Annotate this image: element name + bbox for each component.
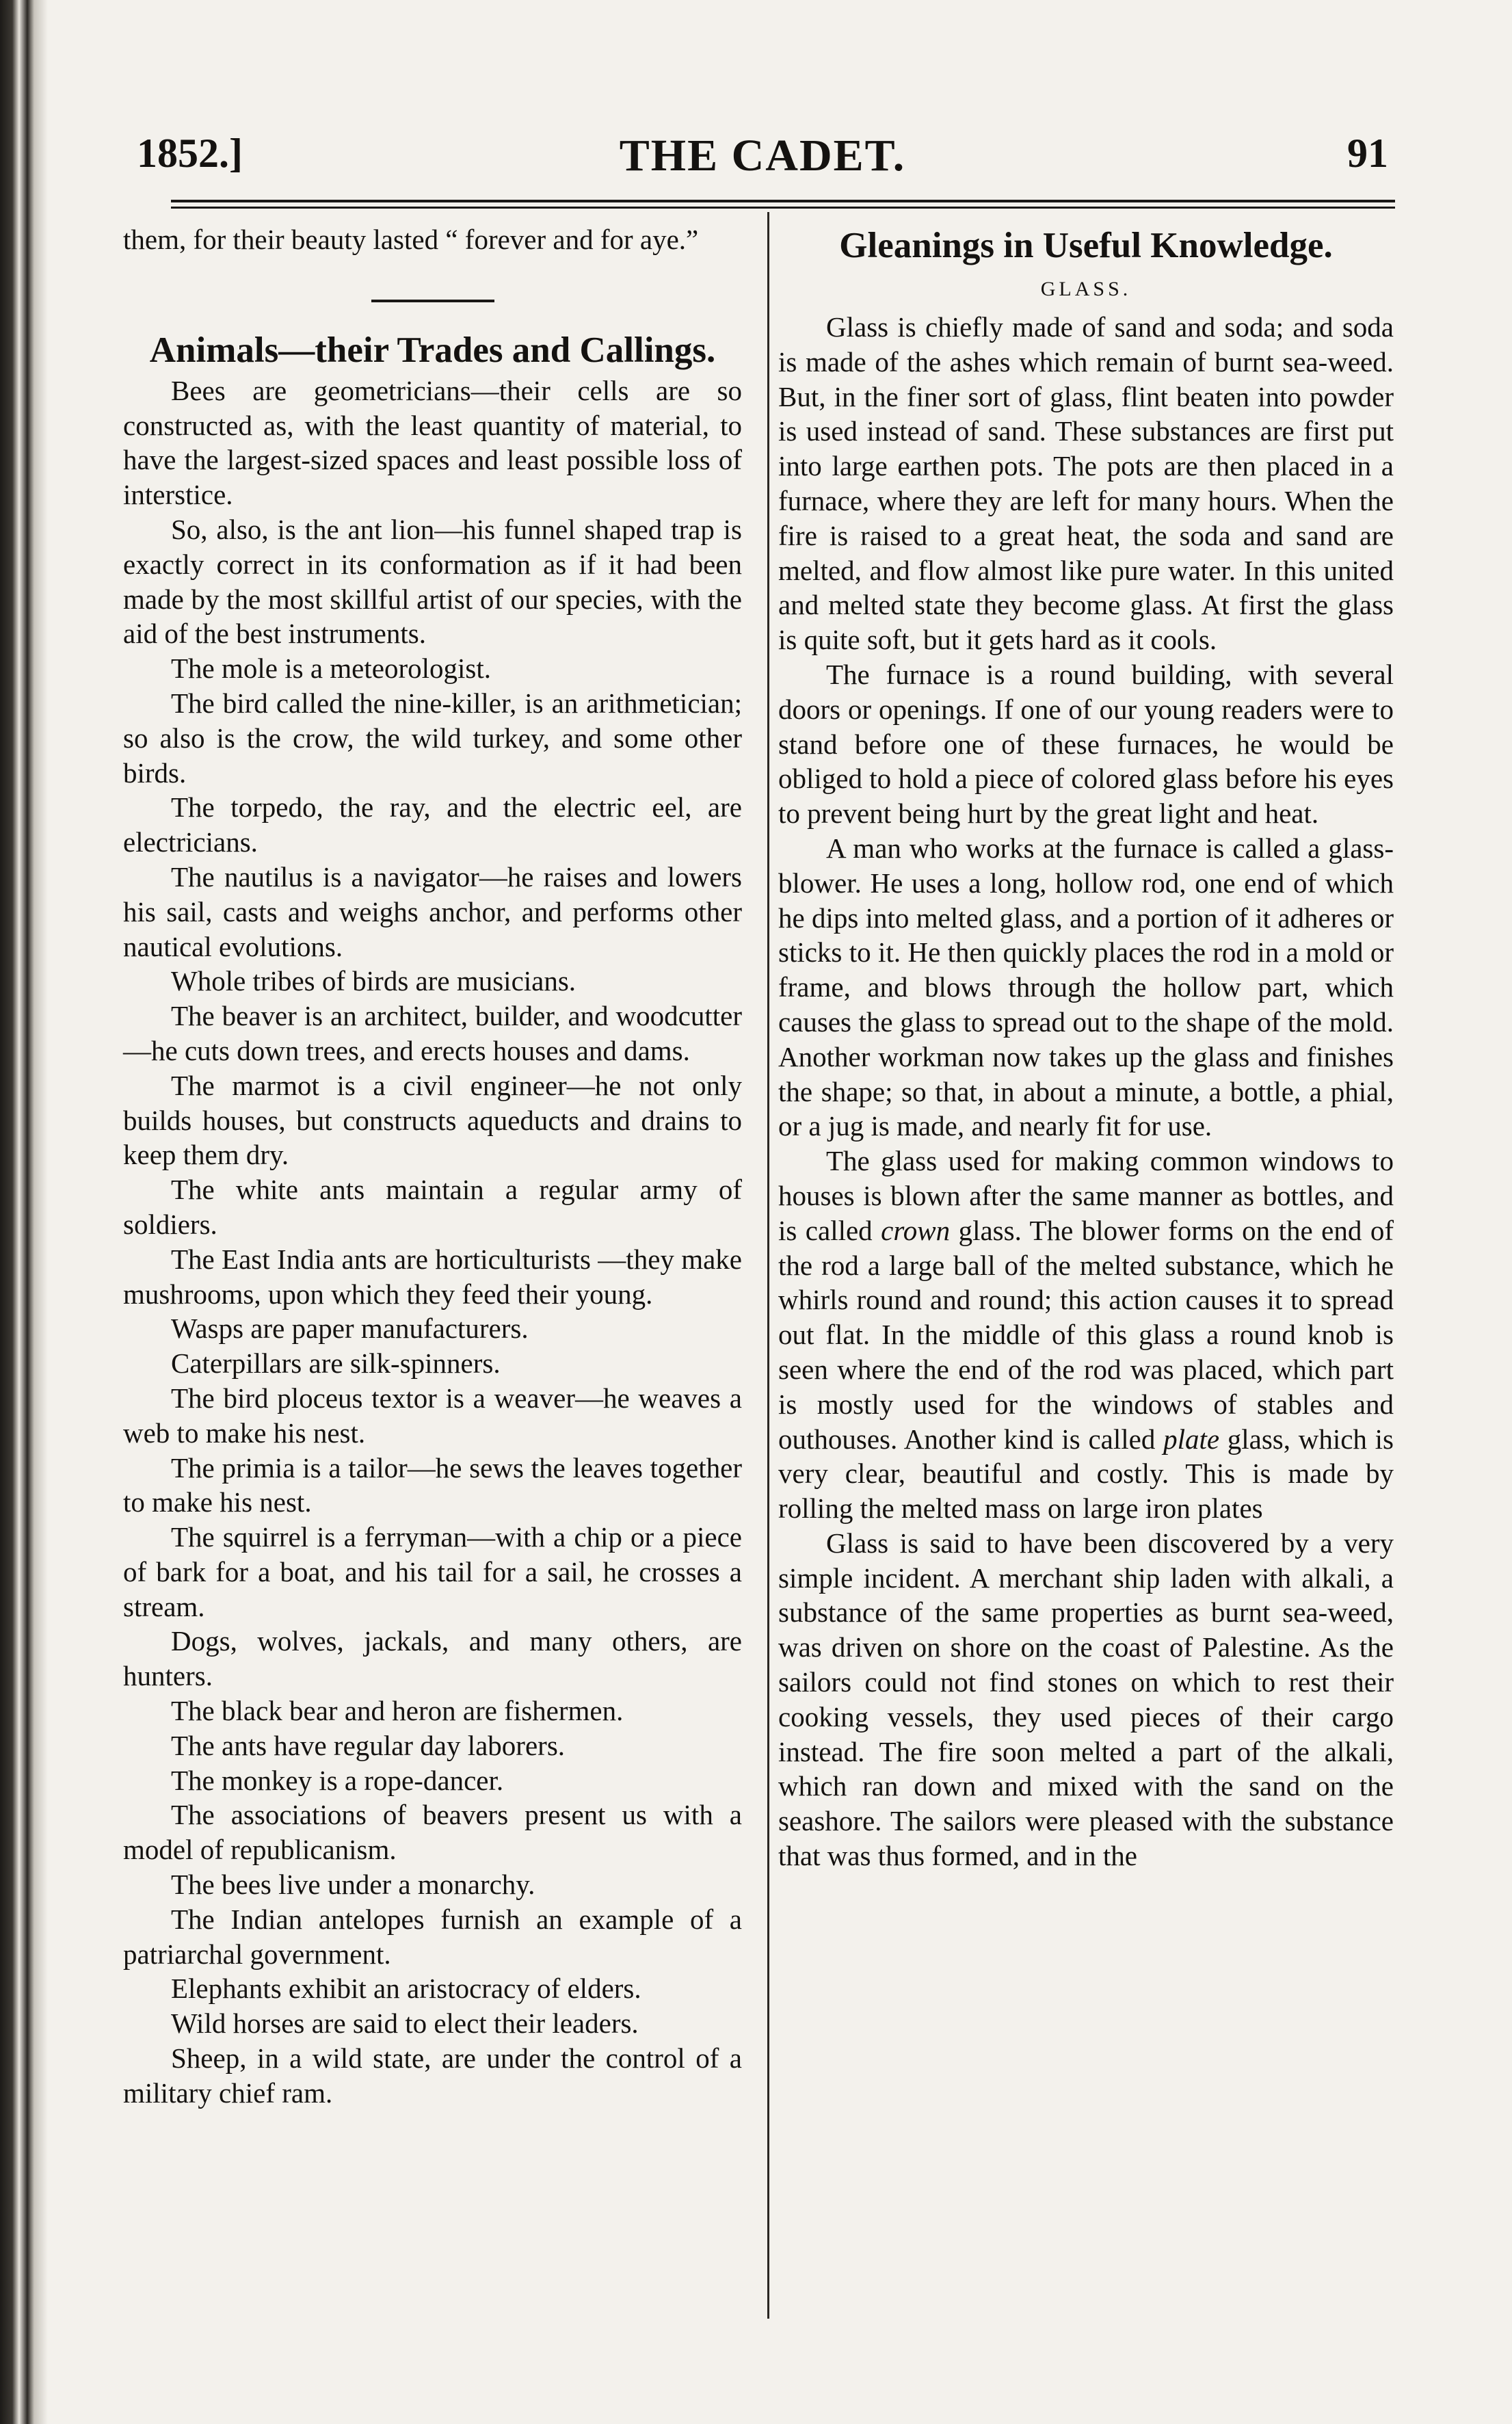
running-header: [137, 130, 1388, 192]
paragraph: The white ants maintain a regular army of soldiers.: [123, 1174, 742, 1240]
paragraph: The furnace is a round building, with several doors or openings. If one of our young readers were to stand before one of these furnaces, he would be obliged to hold a piece of colored glass before his eyes to prevent being hurt by the great light and heat.: [778, 658, 1394, 830]
right-column: [778, 222, 1394, 1873]
section-separator: [371, 300, 494, 302]
paragraph: [778, 1144, 1394, 1526]
header-rule-bottom: [171, 207, 1395, 209]
paragraph: Bees are geometricians—their cells are so constructed as, with the least quantity of material, to have the largest-sized spaces and least possible loss of interstice.: [123, 374, 742, 511]
paragraph: Elephants exhibit an aristocracy of elders.: [171, 1973, 641, 2005]
column-divider: [767, 212, 769, 2319]
paragraph: So, also, is the ant lion—his funnel shaped trap is exactly correct in its conformation as if it had been made by the most skillful artist of our species, with the aid of the best instruments.: [123, 513, 742, 650]
paragraph: The monkey is a rope-dancer.: [171, 1764, 504, 1796]
paragraph: The associations of beavers present us with a model of republicanism.: [123, 1799, 742, 1866]
paragraph: The mole is a meteorologist.: [171, 653, 491, 685]
paragraph: Dogs, wolves, jackals, and many others, are hunters.: [123, 1625, 742, 1692]
paragraph: The nautilus is a navigator—he raises and lowers his sail, casts and weighs anchor, and performs other nautical evolutions.: [123, 860, 742, 962]
paragraph: The squirrel is a ferryman—with a chip or a piece of bark for a boat, and his tail for a sail, he crosses a stream.: [123, 1521, 742, 1622]
header-year: 1852.]: [137, 131, 243, 176]
paragraph: The torpedo, the ray, and the electric eel, are electricians.: [123, 791, 742, 858]
paragraph: A man who works at the furnace is called a glass-blower. He uses a long, hollow rod, one end of which he dips into melted glass, and a portion of it adheres or sticks to it. He then quickly places the rod in a mold or frame, and blows through the hollow part, which causes the glass to spread out to the shape of the mold. Another workman now takes up the glass and finishes the shape; so that, in about a minute, a bottle, a phial, or a jug is made, and nearly fit for use.: [778, 832, 1394, 1142]
header-rule-top: [171, 200, 1395, 202]
paragraph: The primia is a tailor—he sews the leaves together to make his nest.: [123, 1451, 742, 1518]
article-heading-gleanings: Gleanings in Useful Knowledge.: [839, 226, 1333, 265]
emphasis-crown: crown: [881, 1214, 951, 1246]
paragraph: The beaver is an architect, builder, and woodcutter—he cuts down trees, and erects houses and dams.: [123, 1000, 742, 1066]
paragraph: The bees live under a monarchy.: [171, 1869, 535, 1901]
header-title: THE CADET.: [619, 131, 906, 181]
text-run: glass. The blower forms on the end of the rod a large ball of the melted substance, which he whirls round and round; this action causes it to spread out flat. In the middle of this glass a round knob is seen where the end of the rod was placed, which part is mostly used for the windows of stables and outhouses. Another kind is called: [778, 1214, 1394, 1455]
text-run: The glass used for making common windows to houses is blown after the same manner as bottles, and is called: [778, 1145, 1394, 1246]
subheading-glass: GLASS.: [1040, 278, 1132, 300]
text-run: glass, which is very clear, beautiful and costly. This is made by rolling the melted mass on large iron plates: [778, 1423, 1394, 1525]
paragraph: Wild horses are said to elect their leaders.: [171, 2007, 639, 2040]
left-column: [123, 222, 742, 2111]
paragraph: The bird called the nine-killer, is an arithmetician; so also is the crow, the wild turkey, and some other birds.: [123, 687, 742, 789]
article-heading-animals: Animals—their Trades and Callings.: [149, 330, 716, 370]
continued-text: them, for their beauty lasted “ forever and for aye.”: [123, 224, 699, 255]
paragraph: The ants have regular day laborers.: [171, 1729, 566, 1761]
paragraph: Caterpillars are silk-spinners.: [171, 1347, 501, 1380]
paragraph: Sheep, in a wild state, are under the control of a military chief ram.: [123, 2042, 742, 2109]
emphasis-plate: plate: [1163, 1423, 1220, 1455]
paragraph: The marmot is a civil engineer—he not only builds houses, but constructs aqueducts and drains to keep them dry.: [123, 1069, 742, 1171]
page-number: 91: [1347, 131, 1388, 176]
book-binding-edge: [0, 0, 48, 2424]
paragraph: Glass is said to have been discovered by a very simple incident. A merchant ship laden with alkali, a substance of the same properties as burnt sea-weed, was driven on shore on the coast of Palestine. As the sailors could not find stones on which to rest their cooking vessels, they used pieces of their cargo instead. The fire soon melted a part of the alkali, which ran down and mixed with the sand on the seashore. The sailors were pleased with the substance that was thus formed, and in the: [778, 1527, 1394, 1872]
paragraph: The East India ants are horticulturists —they make mushrooms, upon which they feed their young.: [123, 1243, 742, 1310]
paragraph: Glass is chiefly made of sand and soda; and soda is made of the ashes which remain of burnt sea-weed. But, in the finer sort of glass, flint beaten into powder is used instead of sand. These substances are first put into large earthen pots. The pots are then placed in a furnace, where they are left for many hours. When the fire is raised to a great heat, the soda and sand are melted, and flow almost like pure water. In this united and melted state they become glass. At first the glass is quite soft, but it gets hard as it cools.: [778, 311, 1394, 656]
paragraph: The black bear and heron are fishermen.: [171, 1695, 624, 1727]
paragraph: Whole tribes of birds are musicians.: [171, 965, 576, 997]
paragraph: The Indian antelopes furnish an example of a patriarchal government.: [123, 1903, 742, 1970]
paragraph: Wasps are paper manufacturers.: [171, 1313, 529, 1345]
paragraph: The bird ploceus textor is a weaver—he weaves a web to make his nest.: [123, 1382, 742, 1449]
